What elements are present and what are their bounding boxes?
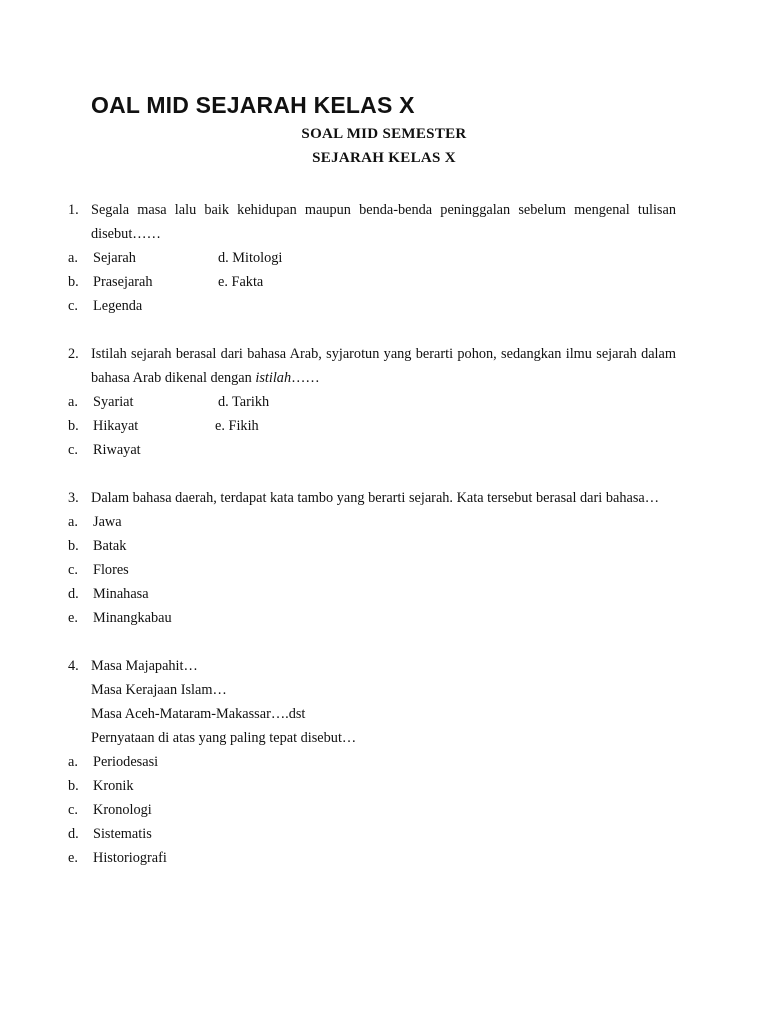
option-text: Kronologi	[93, 802, 152, 818]
question-4	[68, 654, 676, 870]
option-text-paired: d. Tarikh	[218, 394, 270, 410]
question-text	[91, 342, 676, 390]
question-line: Masa Aceh-Mataram-Makassar….dst	[91, 706, 306, 722]
option-letter: a.	[68, 514, 78, 530]
answer-option	[68, 414, 676, 438]
option-text: Historiografi	[93, 850, 167, 866]
option-letter: b.	[68, 538, 79, 554]
subject-heading: SEJARAH KELAS X	[312, 150, 456, 166]
option-text-paired: d. Mitologi	[218, 250, 283, 266]
answer-option	[68, 558, 676, 582]
answer-option	[68, 846, 676, 870]
option-text-paired: e. Fakta	[218, 274, 264, 290]
option-letter: c.	[68, 562, 78, 578]
option-letter: c.	[68, 802, 78, 818]
exam-heading: SOAL MID SEMESTER	[301, 126, 467, 142]
option-letter: d.	[68, 826, 79, 842]
option-letter: e.	[68, 850, 78, 866]
document-title: OAL MID SEJARAH KELAS X	[91, 92, 415, 118]
answer-option	[68, 606, 676, 630]
question-text-part: Istilah sejarah berasal dari bahasa Arab, syjarotun yang berarti pohon, sedangkan ilmu sejarah dalam bahasa Arab dikenal dengan	[91, 346, 676, 386]
question-text: Dalam bahasa daerah, terdapat kata tambo yang berarti sejarah. Kata tersebut berasal dari bahasa…	[91, 490, 660, 506]
option-text: Flores	[93, 562, 129, 578]
question-number: 2.	[68, 346, 79, 362]
option-text: Sistematis	[93, 826, 152, 842]
option-text: Kronik	[93, 778, 134, 794]
option-letter: a.	[68, 754, 78, 770]
option-text: Batak	[93, 538, 127, 554]
question-text-italic: istilah	[255, 370, 292, 386]
answer-option	[68, 822, 676, 846]
question-text: Masa Majapahit…	[91, 658, 198, 674]
option-letter: c.	[68, 442, 78, 458]
option-letter: d.	[68, 586, 79, 602]
option-text: Sejarah	[93, 250, 136, 266]
option-text: Jawa	[93, 514, 122, 530]
option-text: Legenda	[93, 298, 143, 314]
answer-option	[68, 798, 676, 822]
option-letter: b.	[68, 274, 79, 290]
answer-option	[68, 750, 676, 774]
question-list	[68, 198, 676, 894]
question-2	[68, 342, 676, 462]
option-letter: a.	[68, 250, 78, 266]
answer-option	[68, 246, 676, 270]
option-text: Minahasa	[93, 586, 149, 602]
answer-option	[68, 582, 676, 606]
question-line: Masa Kerajaan Islam…	[91, 682, 227, 698]
question-number: 4.	[68, 658, 79, 674]
option-text-paired: e. Fikih	[215, 418, 259, 434]
option-letter: b.	[68, 778, 79, 794]
answer-option	[68, 438, 676, 462]
question-line: Pernyataan di atas yang paling tepat disebut…	[91, 730, 357, 746]
answer-option	[68, 534, 676, 558]
option-letter: c.	[68, 298, 78, 314]
question-text-part: ……	[291, 370, 320, 386]
answer-option	[68, 270, 676, 294]
option-text: Minangkabau	[93, 610, 172, 626]
option-letter: a.	[68, 394, 78, 410]
option-text: Riwayat	[93, 442, 141, 458]
answer-option	[68, 294, 676, 318]
option-letter: b.	[68, 418, 79, 434]
option-letter: e.	[68, 610, 78, 626]
option-text: Hikayat	[93, 418, 139, 434]
question-text: Segala masa lalu baik kehidupan maupun benda-benda peninggalan sebelum mengenal tulisan disebut……	[91, 202, 676, 242]
question-number: 3.	[68, 490, 79, 506]
answer-option	[68, 510, 676, 534]
answer-option	[68, 390, 676, 414]
question-3	[68, 486, 676, 630]
option-text: Prasejarah	[93, 274, 153, 290]
question-number: 1.	[68, 202, 79, 218]
option-text: Syariat	[93, 394, 134, 410]
option-text: Periodesasi	[93, 754, 159, 770]
question-1	[68, 198, 676, 318]
answer-option	[68, 774, 676, 798]
